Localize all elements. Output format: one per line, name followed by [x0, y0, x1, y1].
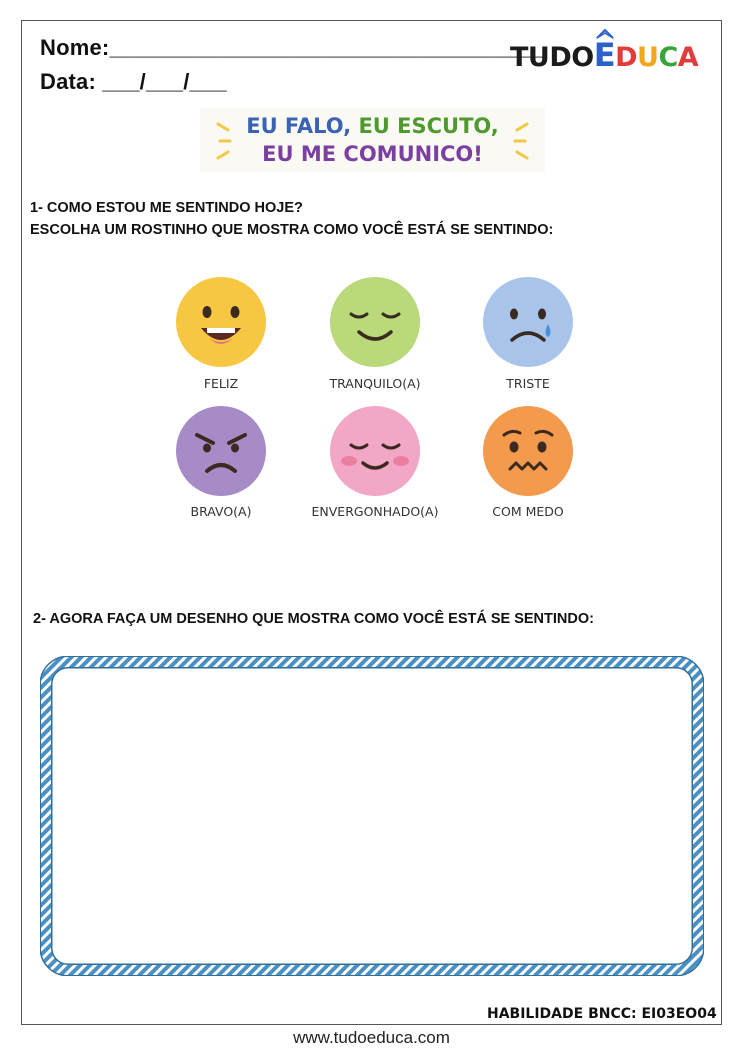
drawing-area-frame[interactable]: [40, 656, 704, 976]
logo-text-part: A: [677, 42, 699, 73]
banner-line-1: [200, 114, 545, 138]
question-2-title: 2- AGORA FAÇA UM DESENHO QUE MOSTRA COMO VOCÊ ESTÁ SE SENTINDO:: [33, 611, 594, 627]
face-option-scared[interactable]: [482, 405, 574, 502]
sad-face-icon: [482, 276, 574, 368]
logo-text-part: C: [658, 42, 678, 73]
calm-face-icon: [329, 276, 421, 368]
banner-text: EU FALO,: [246, 114, 352, 138]
book-icon: [593, 26, 617, 44]
question-1-title: 1- COMO ESTOU ME SENTINDO HOJE?: [30, 200, 303, 216]
face-option-angry[interactable]: [175, 405, 267, 502]
logo-text-part: TUDO: [510, 42, 594, 73]
shy-face-icon: [329, 405, 421, 497]
banner-text: EU ESCUTO,: [358, 114, 499, 138]
name-field-label[interactable]: Nome:___________________________________: [40, 35, 545, 60]
scared-face-icon: [482, 405, 574, 497]
website-url[interactable]: www.tudoeduca.com: [293, 1028, 450, 1047]
date-field-label[interactable]: Data: ___/___/___: [40, 69, 227, 94]
face-option-sad[interactable]: [482, 276, 574, 373]
banner: [200, 108, 545, 172]
face-label: ENVERGONHADO(A): [311, 504, 439, 519]
bncc-skill-code: HABILIDADE BNCC: EI03EO04: [487, 1006, 717, 1022]
question-1-subtitle: ESCOLHA UM ROSTINHO QUE MOSTRA COMO VOCÊ ESTÁ SE SENTINDO:: [30, 222, 554, 238]
banner-line-2: EU ME COMUNICO!: [262, 142, 483, 166]
logo-text-part: E: [593, 36, 616, 74]
face-label: BRAVO(A): [190, 504, 252, 519]
face-option-happy[interactable]: [175, 276, 267, 373]
logo-text-part: U: [637, 42, 659, 73]
angry-face-icon: [175, 405, 267, 497]
face-label: COM MEDO: [492, 504, 564, 519]
face-label: TRANQUILO(A): [329, 376, 421, 391]
logo-text-part: D: [615, 42, 637, 73]
face-option-calm[interactable]: [329, 276, 421, 373]
face-label: FELIZ: [203, 376, 239, 391]
face-label: TRISTE: [506, 376, 550, 391]
face-option-shy[interactable]: [329, 405, 421, 502]
happy-face-icon: [175, 276, 267, 368]
